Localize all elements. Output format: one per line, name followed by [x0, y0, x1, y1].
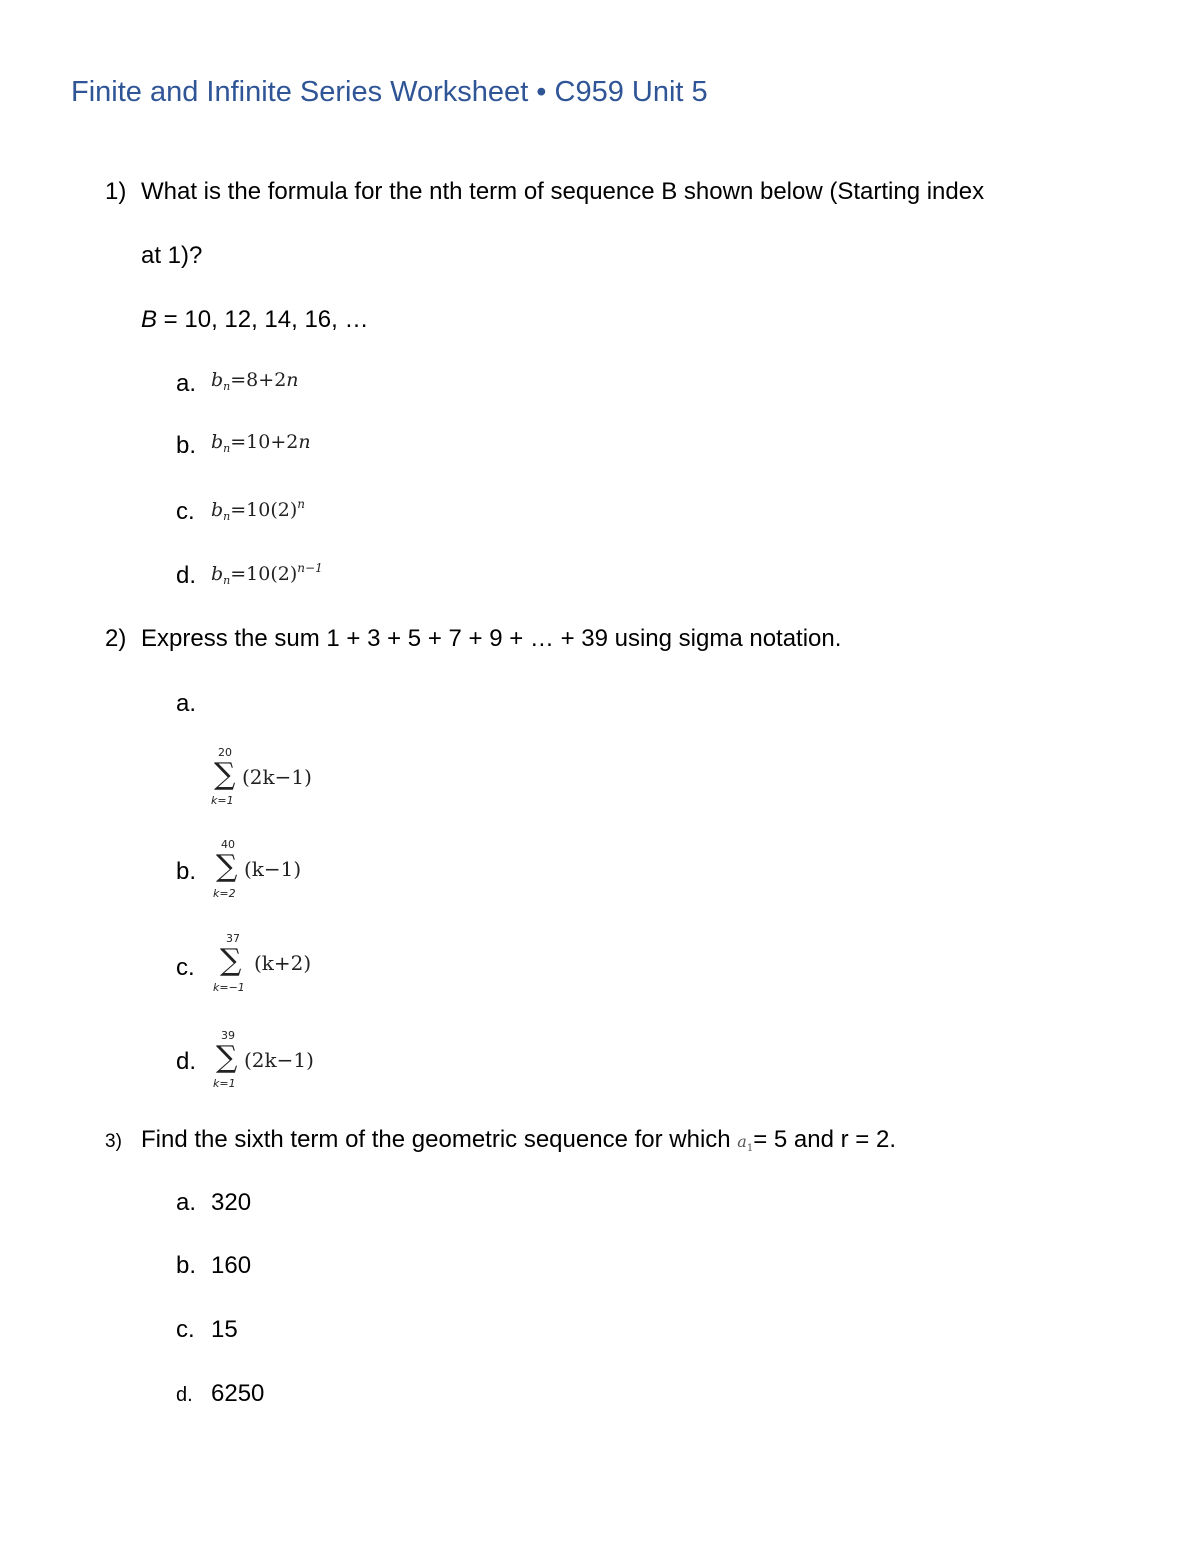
q3-option-d-value[interactable]: 6250 — [211, 1380, 265, 1407]
q2-option-b-letter[interactable]: b. — [176, 858, 197, 885]
q3-option-a-letter[interactable]: a. — [176, 1189, 197, 1216]
question-3-text: Find the sixth term of the geometric sequence for which $a_1= 5$ and r = 2. — [141, 1126, 896, 1155]
q1-option-a-formula[interactable]: $b_n=8+2n$ — [211, 369, 299, 393]
sigma-icon: ∑ — [216, 1040, 238, 1075]
q2-option-c-letter[interactable]: c. — [176, 954, 195, 981]
q3-option-d-letter[interactable]: d. — [176, 1384, 193, 1406]
question-number-1: 1) — [105, 178, 127, 205]
q1-option-d-letter[interactable]: d. — [176, 562, 197, 589]
a1-variable: $a_1$ — [737, 1132, 754, 1155]
q2-option-a-letter[interactable]: a. — [176, 690, 197, 717]
sequence-b-definition — [141, 306, 369, 334]
page-title: Finite and Infinite Series Worksheet • C959 Unit 5 — [71, 76, 708, 108]
q1-option-b-letter[interactable]: b. — [176, 432, 197, 459]
question-1-text-line2: at 1)? — [141, 242, 203, 269]
question-number-3: 3) — [105, 1131, 122, 1152]
q1-option-c-letter[interactable]: c. — [176, 498, 195, 525]
question-1-text-line1: What is the formula for the nth term of sequence B shown below (Starting index — [141, 178, 985, 205]
q3-option-a-value[interactable]: 320 — [211, 1189, 252, 1216]
sigma-icon: ∑ — [216, 849, 238, 884]
question-2-text: Express the sum 1 + 3 + 5 + 7 + 9 + … + 39 using sigma notation. — [141, 625, 842, 652]
sequence-values: = 10, 12, 14, 16, … — [157, 306, 369, 333]
q1-option-c-formula[interactable]: $b_n=10(2)^n$ — [211, 497, 306, 523]
q1-option-b-formula[interactable]: $b_n=10+2n$ — [211, 431, 311, 455]
q3-option-c-value[interactable]: 15 — [211, 1316, 238, 1343]
q1-option-a-letter[interactable]: a. — [176, 370, 197, 397]
q3-option-b-letter[interactable]: b. — [176, 1252, 197, 1279]
sequence-variable: B — [141, 306, 158, 333]
sigma-icon: ∑ — [220, 943, 242, 978]
question-number-2: 2) — [105, 625, 127, 652]
q3-option-b-value[interactable]: 160 — [211, 1252, 252, 1279]
q1-option-d-formula[interactable]: $b_n=10(2)^{n-1}$ — [211, 561, 323, 587]
sigma-icon: ∑ — [214, 757, 236, 792]
q2-option-d-letter[interactable]: d. — [176, 1048, 197, 1075]
q3-option-c-letter[interactable]: c. — [176, 1316, 195, 1343]
